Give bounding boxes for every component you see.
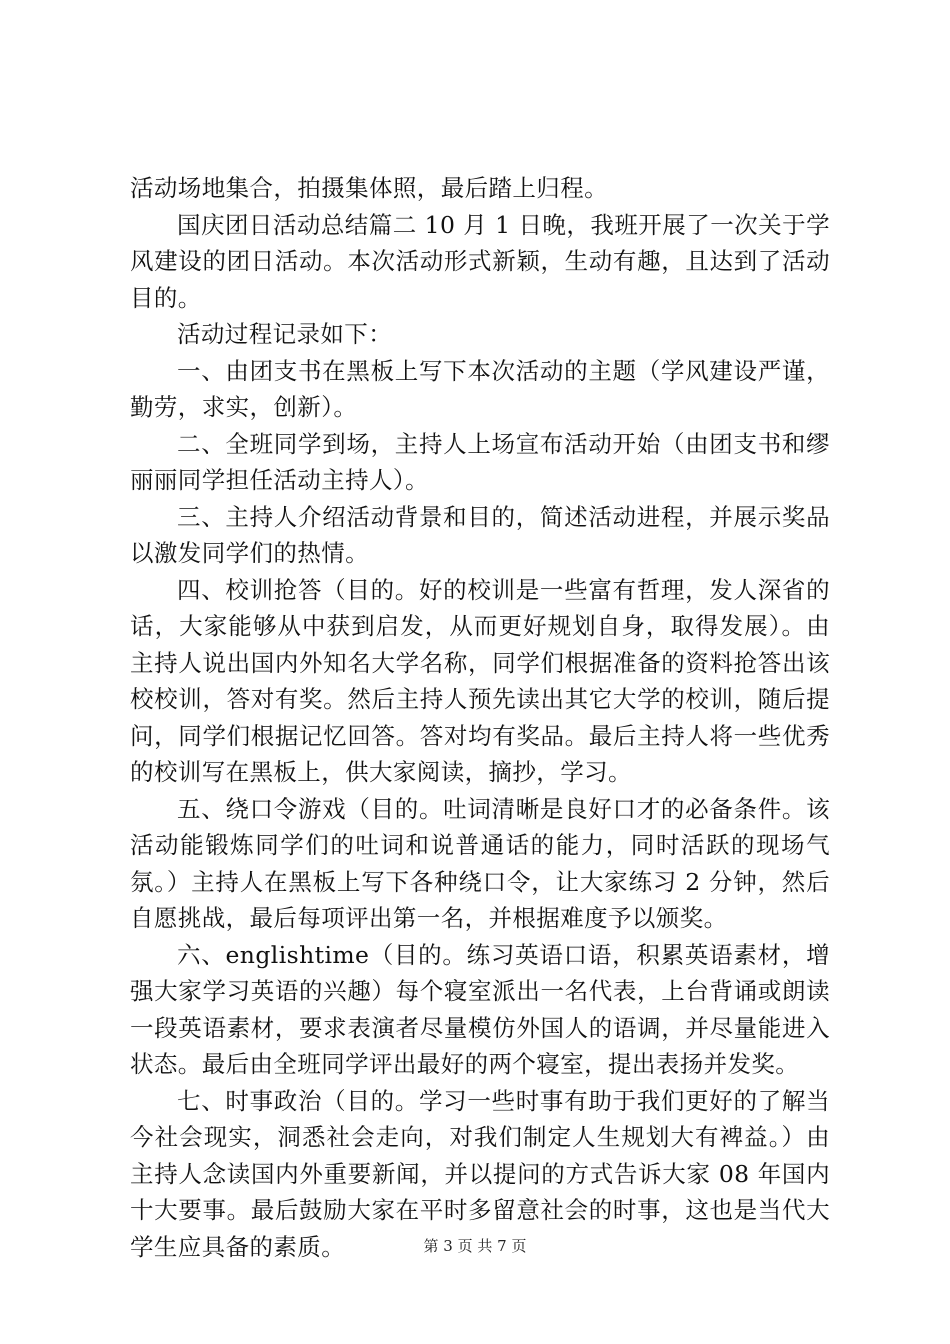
paragraph-3: 活动过程记录如下： [177, 320, 393, 348]
paragraph-9: 六、englishtime（目的。练习英语口语，积累英语素材，增强大家学习英语的兴趣）每个寝室派出一名代表，上台背诵或朗读一段英语素材，要求表演者尽量模仿外国人的语调，并尽量能进入状态。最后由全班同学评出最好的两个寝室，提出表扬并发奖。 [130, 940, 830, 1078]
page-number-footer: 第 3 页 共 7 页 [423, 1237, 527, 1255]
paragraph-1: 活动场地集合，拍摄集体照，最后踏上归程。 [130, 174, 608, 202]
paragraph-4: 一、由团支书在黑板上写下本次活动的主题（学风建设严谨，勤劳，求实，创新）。 [130, 356, 830, 421]
paragraph-7: 四、校训抢答（目的。好的校训是一些富有哲理，发人深省的话，大家能够从中获到启发，从而更好规划自身，取得发展）。由主持人说出国内外知名大学名称，同学们根据准备的资料抢答出该校校训，答对有奖。然后主持人预先读出其它大学的校训，随后提问，同学们根据记忆回答。答对均有奖品。最后主持人将一些优秀的校训写在黑板上，供大家阅读，摘抄，学习。 [130, 575, 830, 786]
document-body [130, 170, 830, 1265]
paragraph-2: 国庆团日活动总结篇二 10 月 1 日晚，我班开展了一次关于学风建设的团日活动。本次活动形式新颖，生动有趣，且达到了活动目的。 [130, 210, 830, 312]
paragraph-10: 七、时事政治（目的。学习一些时事有助于我们更好的了解当今社会现实，洞悉社会走向，对我们制定人生规划大有裨益。）由主持人念读国内外重要新闻，并以提问的方式告诉大家 08 年国内十大要事。最后鼓励大家在平时多留意社会的时事，这也是当代大学生应具备的素质。 [130, 1086, 830, 1261]
paragraph-6: 三、主持人介绍活动背景和目的，简述活动进程，并展示奖品以激发同学们的热情。 [130, 502, 830, 567]
paragraph-8: 五、绕口令游戏（目的。吐词清晰是良好口才的必备条件。该活动能锻炼同学们的吐词和说普通话的能力，同时活跃的现场气氛。）主持人在黑板上写下各种绕口令，让大家练习 2 分钟，然后自愿挑战，最后每项评出第一名，并根据难度予以颁奖。 [130, 794, 830, 932]
paragraph-5: 二、全班同学到场，主持人上场宣布活动开始（由团支书和缪丽丽同学担任活动主持人）。 [130, 429, 830, 494]
